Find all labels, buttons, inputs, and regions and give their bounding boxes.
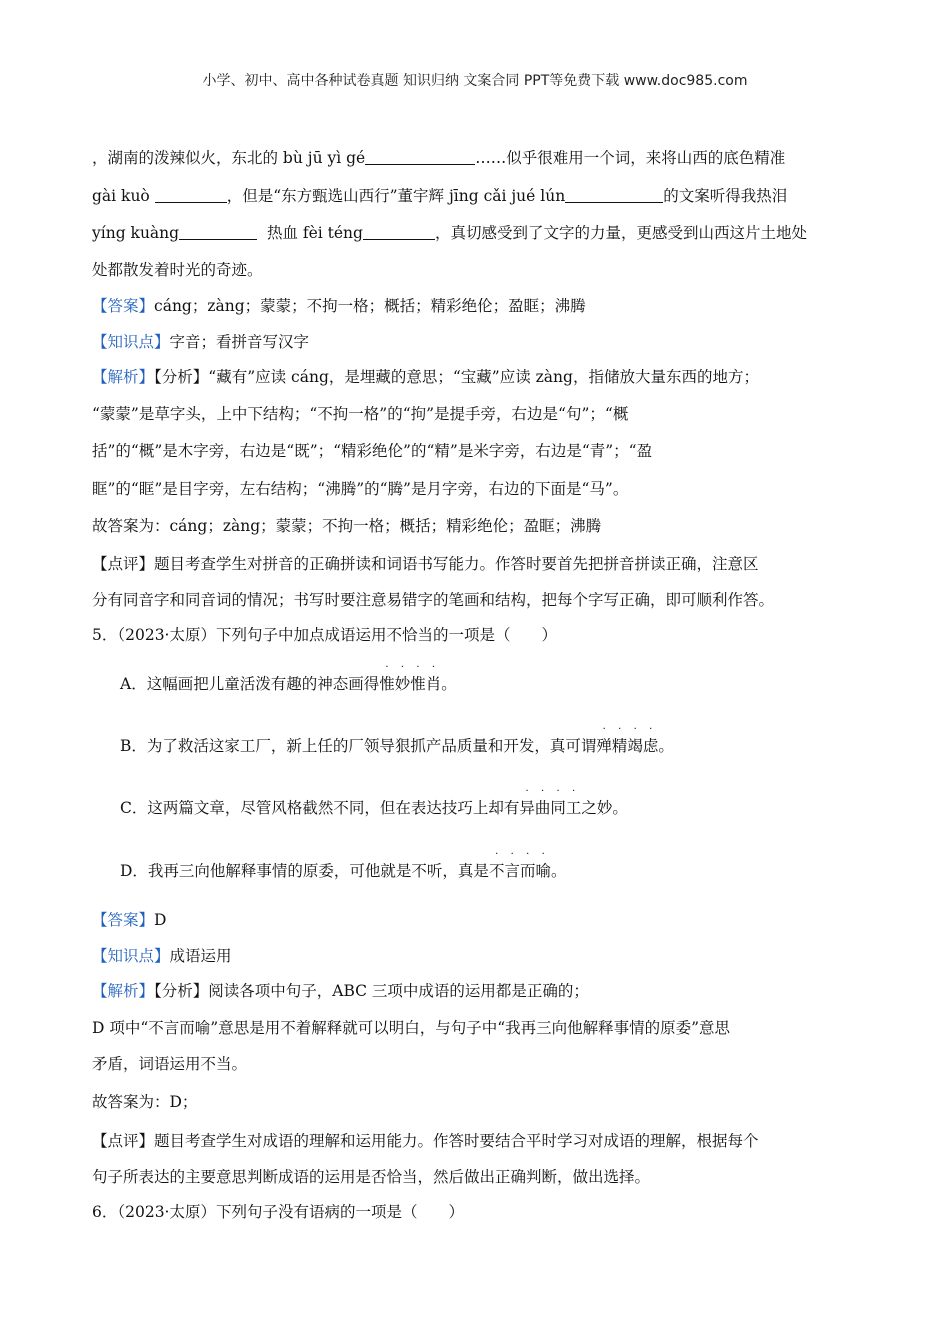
answer-tag: 【答案】 [92,297,155,315]
answer-text: cáng；zàng；蒙蒙；不拘一格；概括；精彩绝伦；盈眶；沸腾 [154,297,586,315]
q4-text: 的文案听得我热泪 [663,187,788,205]
q4-analysis-2: “蒙蒙”是草字头，上中下结构；“不拘一格”的“拘”是提手旁，右边是“句”；“概 [92,405,629,423]
q4-line-2 [92,184,787,206]
comment-tag: 【点评】 [92,555,155,573]
analysis-text: 【分析】阅读各项中句子，ABC 三项中成语的运用都是正确的； [154,982,589,1000]
pinyin-blank [363,224,435,241]
q4-analysis-4: 眶”的“眶”是目字旁，左右结构；“沸腾”的“腾”是月字旁，右边的下面是“马”。 [92,480,629,498]
dotted-idiom: · · · · 异曲同工 [519,786,582,817]
q6-stem: 6．（2023·太原）下列句子没有语病的一项是（ ） [92,1203,464,1221]
q4-line-4: 处都散发着时光的奇迹。 [92,261,263,279]
option-text: C．这两篇文章，尽管风格截然不同，但在表达技巧上却有 [120,799,520,817]
q4-text: ，但是“东方甄选山西行”董宇辉 jīng cǎi jué lún [226,187,566,205]
q4-comment-2: 分有同音字和同音词的情况；书写时要注意易错字的笔画和结构，把每个字写正确，即可顺利作答。 [92,591,775,609]
pinyin-blank [155,187,227,204]
page-header: 小学、初中、高中各种试卷真题 知识归纳 文案合同 PPT等免费下载 www.doc985.com [202,73,748,89]
pinyin-blank [365,149,475,166]
q5-option-b: B．为了救活这家工厂，新上任的厂领导狠抓产品质量和开发，真可谓 · · · · 殚精竭虑。 [120,724,674,755]
q5-knowledge-point [92,944,232,966]
comment-tag: 【点评】 [92,1132,155,1150]
q5-analysis-4: 故答案为：D； [92,1093,198,1111]
q5-option-d: D．我再三向他解释事情的原委，可他就是不听，真是 · · · · 不言而喻。 [120,849,567,880]
q4-analysis-1 [92,365,759,387]
q4-line-1 [92,146,785,168]
q5-analysis-1 [92,979,589,1001]
answer-text: D [154,911,167,929]
q4-text: 热血 fèi téng [266,224,363,242]
analysis-tag: 【解析】 [92,982,155,1000]
pinyin-blank [179,224,257,241]
answer-tag: 【答案】 [92,911,155,929]
analysis-text: 【分析】“藏有”应读 cáng，是埋藏的意思；“宝藏”应读 zàng，指储放大量东西的地方； [154,368,759,386]
q5-option-a: A．这幅画把儿童活泼有趣的神态画得 · · · · 惟妙惟肖。 [120,662,457,693]
knowledge-tag: 【知识点】 [92,947,170,965]
q5-option-c: C．这两篇文章，尽管风格截然不同，但在表达技巧上却有 · · · · 异曲同工之妙。 [120,786,628,817]
option-text: A．这幅画把儿童活泼有趣的神态画得 [120,675,380,693]
q4-knowledge-point [92,330,309,352]
q5-comment-2: 句子所表达的主要意思判断成语的运用是否恰当，然后做出正确判断，做出选择。 [92,1168,651,1186]
q5-analysis-2: D 项中“不言而喻”意思是用不着解释就可以明白，与句子中“我再三向他解释事情的原委”意思 [92,1019,731,1037]
option-text: D．我再三向他解释事情的原委，可他就是不听，真是 [120,862,489,880]
knowledge-text: 字音；看拼音写汉字 [169,333,310,351]
comment-text: 题目考查学生对成语的理解和运用能力。作答时要结合平时学习对成语的理解，根据每个 [154,1132,759,1150]
q4-text: ，真切感受到了文字的力量，更感受到山西这片土地处 [434,224,807,242]
q4-text: ，湖南的泼辣似火，东北的 bù jū yì gé [92,149,366,167]
knowledge-tag: 【知识点】 [92,333,170,351]
dotted-idiom: · · · · 惟妙惟肖 [379,662,442,693]
q4-text: ……似乎很难用一个词，来将山西的底色精准 [475,149,786,167]
dotted-idiom: · · · · 不言而喻 [488,849,551,880]
q5-stem: 5．（2023·太原）下列句子中加点成语运用不恰当的一项是（ ） [92,626,557,644]
q4-comment-1 [92,552,759,574]
comment-text: 题目考查学生对拼音的正确拼读和词语书写能力。作答时要首先把拼音拼读正确，注意区 [154,555,759,573]
pinyin-blank [565,187,663,204]
option-text: B．为了救活这家工厂，新上任的厂领导狠抓产品质量和开发，真可谓 [120,737,597,755]
dotted-idiom: · · · · 殚精竭虑 [596,724,659,755]
q5-comment-1 [92,1129,759,1151]
analysis-tag: 【解析】 [92,368,155,386]
q5-answer [92,908,166,930]
q4-text: yíng kuàng [92,224,180,242]
q4-answer [92,294,586,316]
knowledge-text: 成语运用 [169,947,232,965]
q4-text: gài kuò [92,187,150,205]
document-body [92,0,858,1344]
q4-analysis-3: 括”的“概”是木字旁，右边是“既”；“精彩绝伦”的“精”是米字旁，右边是“青”；“盈 [92,442,653,460]
q4-line-3 [92,221,807,243]
q5-analysis-3: 矛盾，词语运用不当。 [92,1055,248,1073]
q4-analysis-5: 故答案为：cáng；zàng；蒙蒙；不拘一格；概括；精彩绝伦；盈眶；沸腾 [92,517,602,535]
